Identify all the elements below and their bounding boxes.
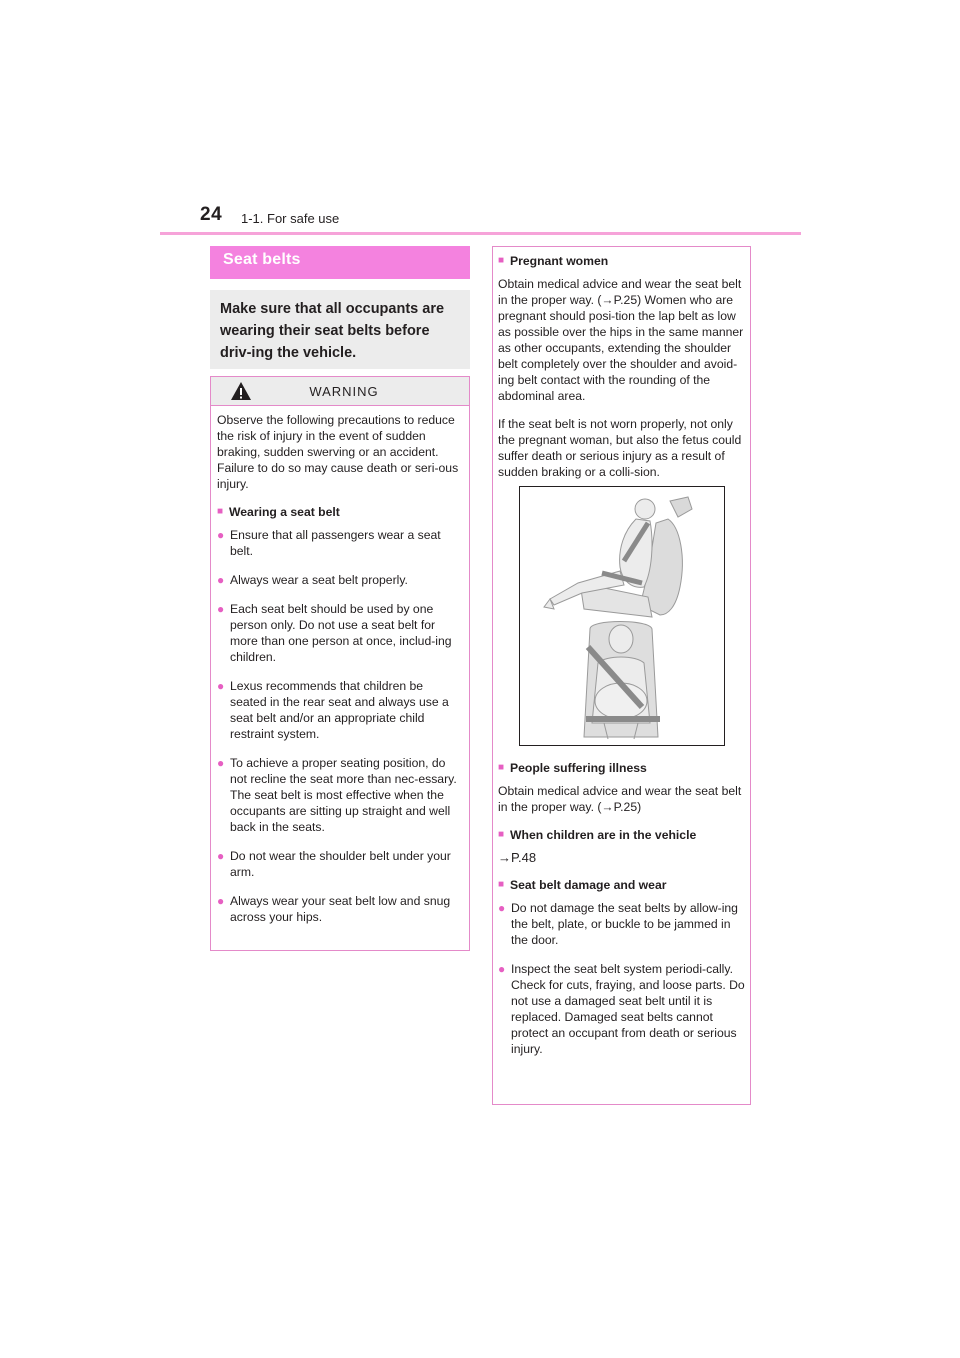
page-number: 24 xyxy=(200,204,223,225)
list-item: ● Do not wear the shoulder belt under your arm. xyxy=(217,848,463,880)
illness-heading: ■ People suffering illness xyxy=(498,760,745,776)
warning-title: WARNING xyxy=(309,384,379,399)
warning-header xyxy=(211,377,469,406)
warning-body xyxy=(211,406,469,925)
list-item: ● Each seat belt should be used by one person only. Do not use a seat belt for more than one person at once, includ-ing children. xyxy=(217,601,463,665)
pregnant-seatbelt-illustration xyxy=(519,486,725,746)
section-label: 1-1. For safe use xyxy=(241,211,340,226)
warning-subheading: ■ Wearing a seat belt xyxy=(217,504,463,520)
pregnant-heading: ■ Pregnant women xyxy=(498,253,745,269)
list-item: ● Inspect the seat belt system periodi-cally. Check for cuts, fraying, and loose parts. Do not use a damaged seat belt until it is replaced. Damaged seat belts cannot protect an occupant from death or serious injury. xyxy=(498,961,745,1057)
list-item: ● Lexus recommends that children be seated in the rear seat and always use a seat belt and/or an appropriate child restraint system. xyxy=(217,678,463,742)
pregnant-text: Obtain medical advice and wear the seat belt in the proper way. (→P.25) Women who are pregnant should posi-tion the lap belt as low as possible over the hips in the same manner as other occupants, extending the shoulder belt completely over the shoulder and avoid-ing belt contact with the rounding of the abdominal area. xyxy=(498,277,744,403)
list-item: ● Always wear your seat belt low and snug across your hips. xyxy=(217,893,463,925)
pregnant-warning-text: If the seat belt is not worn properly, not only the pregnant woman, but also the fetus could suffer death or serious injury as a result of sudden braking or a colli-sion. xyxy=(498,417,742,479)
damage-heading: ■ Seat belt damage and wear xyxy=(498,877,745,893)
list-item: ● Always wear a seat belt properly. xyxy=(217,572,463,588)
children-page-ref[interactable]: →P.48 xyxy=(498,850,537,865)
list-item: ● Do not damage the seat belts by allow-ing the belt, plate, or buckle to be jammed in the door. xyxy=(498,900,745,948)
children-heading: ■ When children are in the vehicle xyxy=(498,827,745,843)
warning-intro: Observe the following precautions to reduce the risk of injury in the event of sudden braking, sudden swerving or an accident. xyxy=(217,413,455,459)
warning-box xyxy=(210,376,470,951)
warning-consequence: Failure to do so may cause death or seri-ous injury. xyxy=(217,461,459,491)
list-item: ● To achieve a proper seating position, do not recline the seat more than nec-essary. The seat belt is most effective when the occupants are sitting up straight and well back in the seats. xyxy=(217,755,463,835)
page-title: Seat belts xyxy=(210,246,470,279)
right-column-box xyxy=(492,246,751,1105)
header-rule xyxy=(160,232,801,235)
illness-text: Obtain medical advice and wear the seat belt in the proper way. (→P.25) xyxy=(498,784,742,814)
list-item: ● Ensure that all passengers wear a seat belt. xyxy=(217,527,463,559)
intro-box: Make sure that all occupants are wearing their seat belts before driv-ing the vehicle. xyxy=(210,290,470,369)
illustration-svg xyxy=(520,487,724,745)
